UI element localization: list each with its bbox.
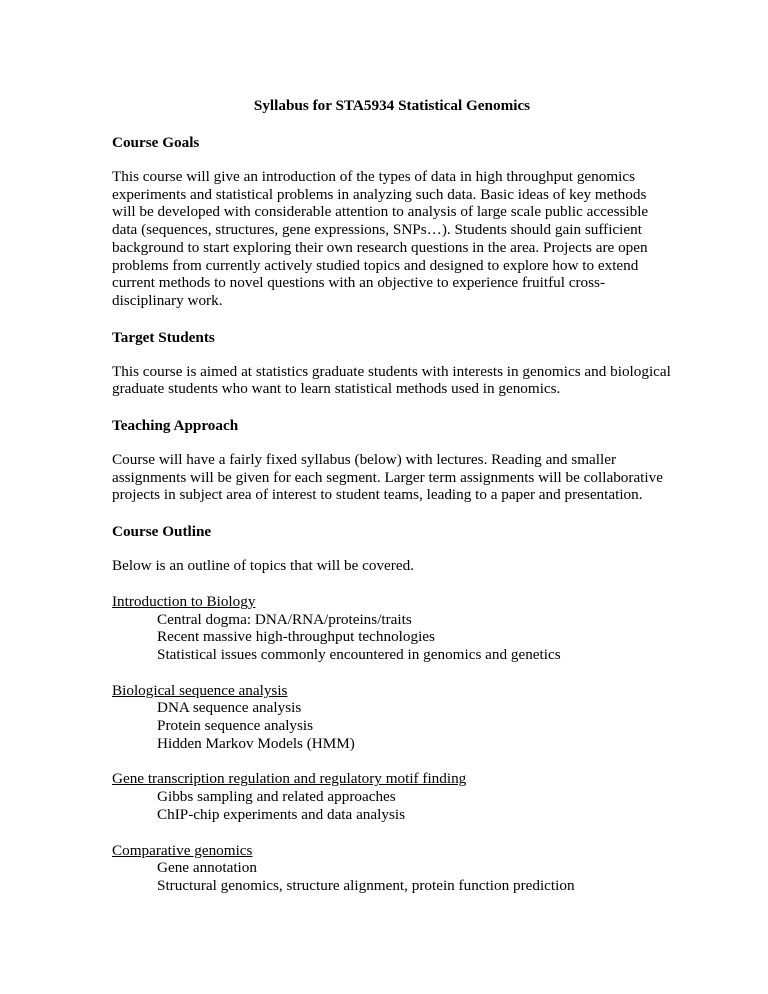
document-title: Syllabus for STA5934 Statistical Genomics — [253, 97, 531, 114]
outline-subtopic: ChIP-chip experiments and data analysis — [157, 805, 405, 823]
section-target-students — [112, 328, 672, 398]
section-heading: Course Outline — [112, 523, 212, 541]
outline-topic-title: Comparative genomics — [112, 841, 253, 859]
outline-topic — [112, 842, 672, 895]
outline-topic-title: Introduction to Biology — [112, 592, 256, 610]
outline-topic-title: Gene transcription regulation and regulatory motif finding — [112, 770, 467, 788]
section-heading: Course Goals — [112, 134, 200, 151]
section-paragraph: Course will have a fairly fixed syllabus (below) with lectures. Reading and smaller assignments will be given for each segment. Larger term assignments will be collaborative projects in subject area of interest to student teams, leading to a paper and presentation. — [112, 451, 663, 504]
outline-subtopic: Central dogma: DNA/RNA/proteins/traits — [157, 610, 412, 628]
document-page — [112, 96, 672, 913]
outline-topic-title: Biological sequence analysis — [112, 681, 288, 699]
outline-subtopic: Statistical issues commonly encountered in genomics and genetics — [157, 645, 561, 663]
outline-subtopic: Gibbs sampling and related approaches — [157, 788, 396, 806]
outline-subtopic: DNA sequence analysis — [157, 699, 302, 717]
outline-subtopic: Gene annotation — [157, 859, 257, 877]
outline-topic — [112, 682, 672, 753]
section-teaching-approach — [112, 416, 672, 504]
section-paragraph: This course is aimed at statistics graduate students with interests in genomics and biological graduate students who want to learn statistical methods used in genomics. — [112, 362, 671, 398]
outline-subtopic: Hidden Markov Models (HMM) — [157, 734, 355, 752]
section-heading: Teaching Approach — [112, 417, 239, 435]
outline-topic — [112, 770, 672, 823]
outline-subtopic: Structural genomics, structure alignment, protein function prediction — [157, 876, 575, 894]
outline-subtopic: Protein sequence analysis — [157, 717, 314, 735]
section-course-outline — [112, 522, 672, 575]
outline-subtopic: Recent massive high-throughput technologies — [157, 628, 435, 646]
section-paragraph: This course will give an introduction of the types of data in high throughput genomics experiments and statistical problems in analyzing such data. Basic ideas of key methods will be developed with considerable attention to analysis of large scale public accessible data (sequences, structures, gene expressions, SNPs…). Students should gain sufficient background to start exploring their own research questions in the area. Projects are open problems from currently actively studied topics and designed to explore how to extend current methods to novel questions with an objective to experience fruitful cross-disciplinary work. — [112, 168, 649, 309]
outline-topic — [112, 593, 672, 664]
section-paragraph: Below is an outline of topics that will be covered. — [112, 557, 414, 575]
section-course-goals — [112, 133, 672, 310]
section-heading: Target Students — [112, 328, 215, 346]
